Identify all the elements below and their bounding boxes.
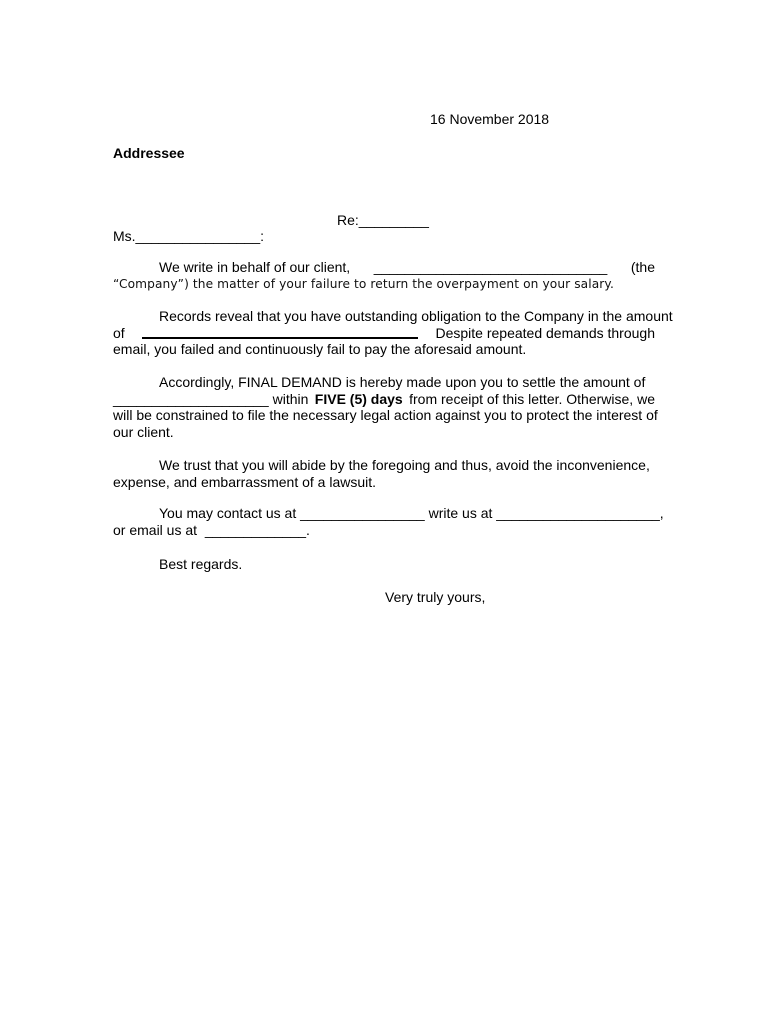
paragraph-line: [113, 308, 673, 325]
paragraph-text: of: [113, 324, 125, 341]
paragraph-text: email, you failed and continuously fail to pay the aforesaid amount.: [113, 341, 527, 357]
paragraph-text: Despite repeated demands through: [435, 324, 655, 341]
paragraph-line: [113, 341, 655, 358]
amount-blank: [142, 325, 418, 339]
paragraph-text: We write in behalf of our client,: [159, 259, 351, 275]
paragraph-line: [113, 276, 655, 293]
paragraph-contact: [113, 505, 664, 538]
paragraph-text: or email us at _____________.: [113, 521, 310, 538]
client-name-blank: ______________________________: [373, 259, 608, 275]
paragraph-line: [113, 505, 664, 522]
paragraph-line: [113, 407, 658, 424]
paragraph-client-intro: [113, 259, 655, 292]
paragraph-line: [113, 457, 655, 474]
salutation-line: Ms.________________:: [113, 228, 265, 244]
paragraph-text: Accordingly, FINAL DEMAND is hereby made upon you to settle the amount of: [159, 374, 646, 390]
paragraph-text: from receipt of this letter. Otherwise, we: [409, 390, 655, 407]
deadline-emphasis: FIVE (5) days: [314, 390, 403, 407]
paragraph-text: (the: [630, 259, 655, 275]
signoff-line: Very truly yours,: [385, 589, 486, 605]
paragraph-line: [113, 374, 655, 391]
paragraph-text: our client.: [113, 423, 174, 440]
paragraph-text: will be constrained to file the necessary legal action against you to protect the interest of: [113, 407, 658, 423]
paragraph-text: expense, and embarrassment of a lawsuit.: [113, 473, 377, 490]
paragraph-outstanding-obligation: [113, 308, 673, 358]
paragraph-text: Records reveal that you have outstanding obligation to the Company in the amount: [159, 308, 673, 324]
paragraph-line: [113, 391, 655, 408]
paragraph-line: [113, 325, 655, 342]
paragraph-text: ____________________ within: [113, 390, 309, 407]
paragraph-text: You may contact us at ________________ write us at _____________________,: [159, 505, 664, 521]
paragraph-line: [113, 474, 655, 491]
paragraph-final-demand: [113, 374, 658, 440]
paragraph-line: [113, 522, 655, 539]
addressee-heading: Addressee: [113, 145, 185, 161]
re-line: Re:_________: [337, 212, 429, 228]
paragraph-text: “Company”) the matter of your failure to return the overpayment on your salary.: [113, 276, 614, 291]
closing-line: Best regards.: [159, 556, 243, 572]
paragraph-line: [113, 424, 655, 441]
paragraph-line: [113, 259, 655, 276]
paragraph-trust: [113, 457, 655, 490]
paragraph-text: We trust that you will abide by the foregoing and thus, avoid the inconvenience,: [159, 457, 650, 473]
letter-date: 16 November 2018: [430, 111, 550, 127]
